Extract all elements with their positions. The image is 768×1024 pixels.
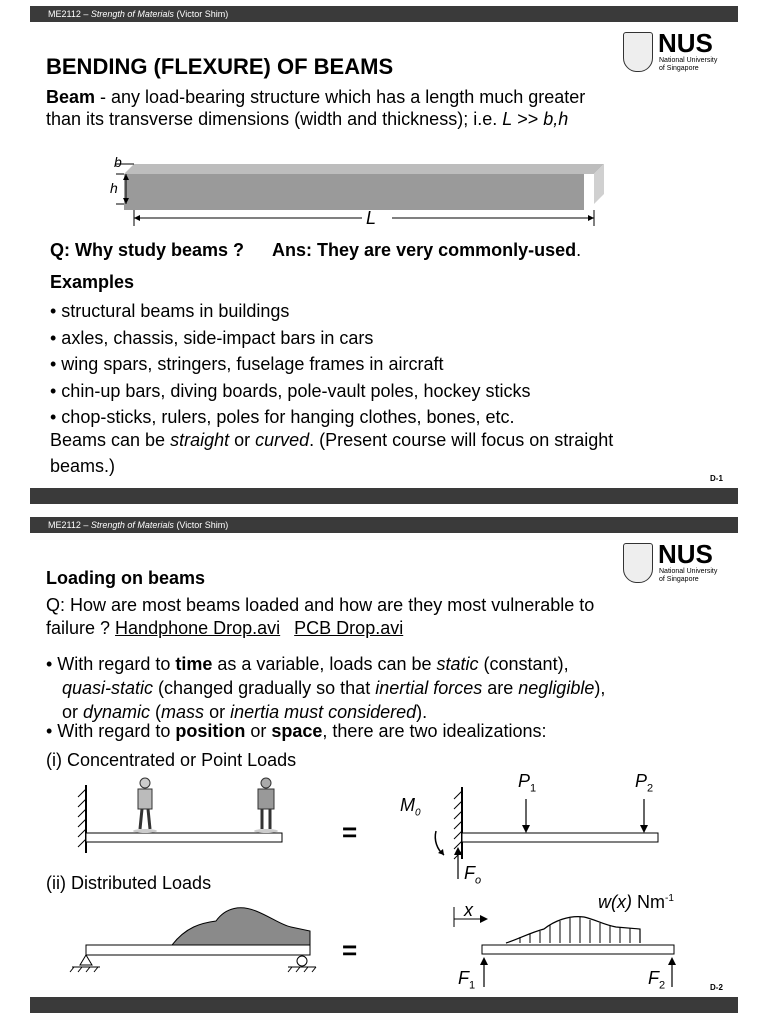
question-line: Q: Why study beams ? Ans: They are very commonly-used. [50,240,582,260]
course-code: ME2112 – [48,520,89,530]
logo-name: NUS [658,28,713,58]
reaction-F1-label: $F_1$ [458,968,476,992]
reaction-Fo-label: $F_o$ [464,863,482,887]
moment-label: $M_0$ [400,795,421,819]
examples-heading: Examples [50,272,135,292]
course-code: ME2112 – [48,9,89,19]
shield-icon [623,543,653,583]
equals-sign: = [342,817,358,847]
page-number: D-2 [710,983,723,992]
bullet-time: • With regard to time as a variable, loads can be static (constant), quasi-static (changed gradually so that inertial forces are negligible), or dynamic (mass or inertia must considered). [46,654,606,722]
slide-header [30,517,738,533]
list-item: • structural beams in buildings [50,301,290,321]
page-number: D-1 [710,474,723,483]
list-item: • axles, chassis, side-impact bars in cars [50,327,374,348]
dim-b: b [114,154,122,170]
reaction-F2-label: $F_2$ [648,968,666,992]
course-subject: Strength of Materials [90,9,174,19]
examples-list [50,298,531,431]
distributed-heading: (ii) Distributed Loads [46,873,212,893]
beam-figure [100,148,620,228]
closing-line2: beams.) [50,456,116,476]
question-line1: Q: How are most beams loaded and how are they most vulnerable to [46,595,595,615]
load-intensity-label: w(x) $Nm^{-1}$ [598,892,674,912]
slide-footer [30,997,738,1013]
bullet-position: • With regard to position or space, there are two idealizations: [46,721,547,741]
slide-1 [30,6,738,506]
course-author: (Victor Shim) [176,9,229,19]
equals-sign: = [342,935,358,965]
pcb-drop-link[interactable]: PCB Drop.avi [294,618,404,638]
dim-L: L [366,208,377,228]
slide-footer [30,488,738,504]
concentrated-heading: (i) Concentrated or Point Loads [46,750,297,770]
load-P1-label: $P_1$ [518,771,537,795]
distributed-load-figure [66,897,326,977]
course-subject: Strength of Materials [90,520,174,530]
person-icon [254,778,278,833]
list-item: • wing spars, stringers, fuselage frames in aircraft [50,354,444,374]
handphone-drop-link[interactable]: Handphone Drop.avi [115,618,281,638]
course-author: (Victor Shim) [176,520,229,530]
logo-subtitle: National University of Singapore [659,568,718,583]
slide-2 [30,517,738,1017]
load-P2-label: $P_2$ [635,771,654,795]
point-load-model [402,779,672,879]
person-icon [133,778,157,833]
logo-name: NUS [658,539,713,569]
point-load-figure [66,775,326,855]
question-line2: failure ? Handphone Drop.avi PCB Drop.avi [46,618,404,638]
beam-definition-line2: than its transverse dimensions (width and thickness); i.e. L >> b,h [46,109,569,129]
dim-h: h [110,180,118,196]
closing-line1: Beams can be straight or curved. (Present course will focus on straight [50,430,614,450]
logo-subtitle: National University of Singapore [659,57,718,72]
beam-definition-line1: Beam - any load-bearing structure which has a length much greater [46,87,586,107]
page-title: BENDING (FLEXURE) OF BEAMS [46,54,394,79]
slide-header [30,6,738,22]
list-item: • chin-up bars, diving boards, pole-vault poles, hockey sticks [50,380,531,401]
shield-icon [623,32,653,72]
page-title: Loading on beams [46,568,206,588]
list-item: • chop-sticks, rulers, poles for hanging clothes, bones, etc. [50,407,515,427]
x-axis-label: x [464,900,473,920]
